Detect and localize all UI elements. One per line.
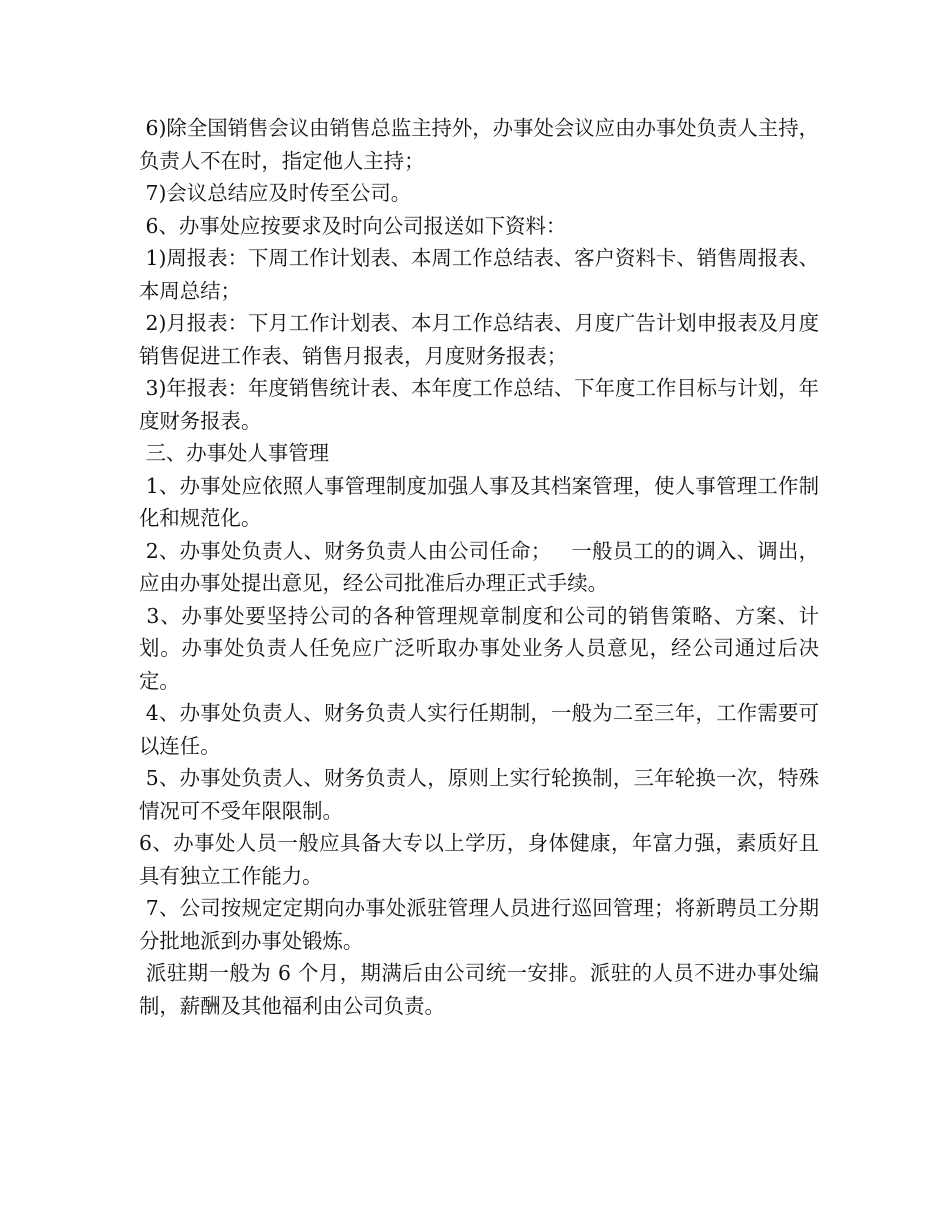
paragraph-meeting-host: 6)除全国销售会议由销售总监主持外，办事处会议应由办事处负责人主持，负责人不在时，指定他人主持； (139, 116, 819, 173)
paragraph-personnel-2: 2、办事处负责人、财务负责人由公司任命； 一般员工的的调入、调出，应由办事处提出意见，经公司批准后办理正式手续。 (139, 538, 819, 595)
paragraph-personnel-7: 7、公司按规定定期向办事处派驻管理人员进行巡回管理；将新聘员工分期分批地派到办事处锻炼。 (139, 896, 819, 953)
paragraph-annual-report: 3)年报表：年度销售统计表、本年度工作总结、下年度工作目标与计划，年度财务报表。 (139, 376, 819, 433)
paragraph-personnel-6: 6、办事处人员一般应具备大专以上学历，身体健康，年富力强，素质好且具有独立工作能力。 (139, 831, 819, 888)
paragraph-meeting-summary: 7)会议总结应及时传至公司。 (139, 181, 412, 205)
paragraph-monthly-report: 2)月报表：下月工作计划表、本月工作总结表、月度广告计划申报表及月度销售促进工作表、销售月报表，月度财务报表； (139, 311, 819, 368)
paragraph-personnel-3: 3、办事处要坚持公司的各种管理规章制度和公司的销售策略、方案、计划。办事处负责人任免应广泛听取办事处业务人员意见，经公司通过后决定。 (139, 603, 819, 693)
paragraph-dispatch-period: 派驻期一般为 6 个月，期满后由公司统一安排。派驻的人员不进办事处编制，薪酬及其他福利由公司负责。 (139, 961, 819, 1018)
section-heading-personnel: 三、办事处人事管理 (139, 441, 329, 465)
paragraph-personnel-5: 5、办事处负责人、财务负责人，原则上实行轮换制，三年轮换一次，特殊情况可不受年限限制。 (139, 766, 819, 823)
document-body (139, 112, 819, 1022)
paragraph-weekly-report: 1)周报表：下周工作计划表、本周工作总结表、客户资料卡、销售周报表、本周总结； (139, 246, 819, 303)
paragraph-personnel-4: 4、办事处负责人、财务负责人实行任期制，一般为二至三年，工作需要可以连任。 (139, 701, 819, 758)
paragraph-report-materials: 6、办事处应按要求及时向公司报送如下资料： (139, 213, 567, 238)
paragraph-personnel-1: 1、办事处应依照人事管理制度加强人事及其档案管理，使人事管理工作制化和规范化。 (139, 473, 819, 530)
